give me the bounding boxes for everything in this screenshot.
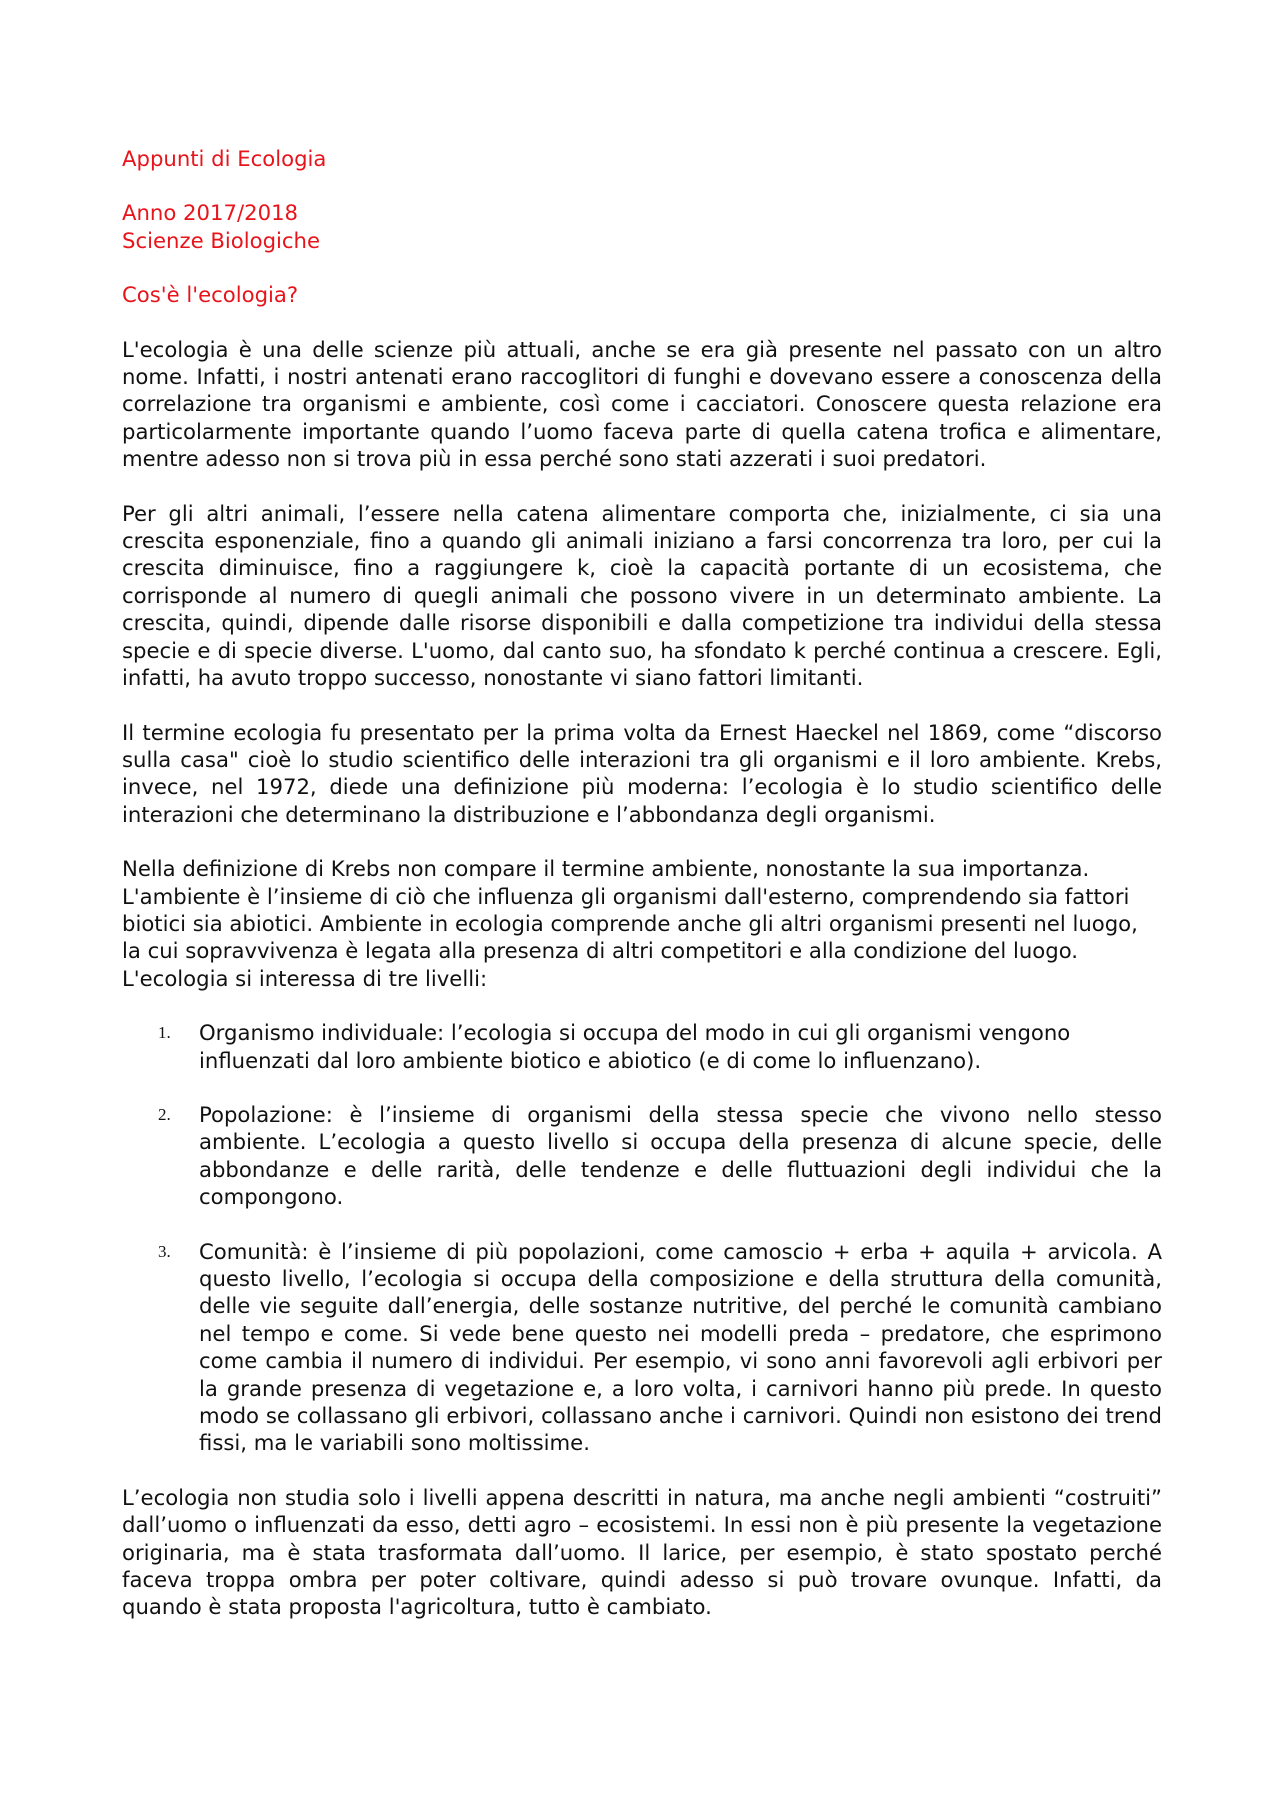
academic-year: Anno 2017/2018 xyxy=(122,200,299,226)
list-item xyxy=(122,1101,1162,1211)
course-name: Scienze Biologiche xyxy=(122,227,321,253)
paragraph-definition: Il termine ecologia fu presentato per la prima volta da Ernest Haeckel nel 1869, come “discorso sulla casa" cioè lo studio scientifico delle interazioni tra gli organismi e il loro ambiente. Krebs, invece, nel 1972, diede una definizione più moderna: l’ecologia è lo studio scientifico delle interazioni che determinano la distribuzione e l’abbondanza degli organismi. xyxy=(122,719,1162,827)
document-title: Appunti di Ecologia xyxy=(122,146,327,171)
list-item-text: Popolazione: è l’insieme di organismi della stessa specie che vivono nello stesso ambiente. L’ecologia a questo livello si occupa della presenza di alcune specie, delle abbondanze e delle rarità, delle tendenze e delle fluttuazioni degli individui che la compongono. xyxy=(199,1101,1162,1210)
section-question: Cos'è l'ecologia? xyxy=(122,282,299,308)
paragraph-growth: Per gli altri animali, l’essere nella catena alimentare comporta che, inizialmente, ci sia una crescita esponenziale, fino a quando gli animali iniziano a farsi concorrenza tra loro, per cui la crescita diminuisce, fino a raggiungere k, cioè la capacità portante di un ecosistema, che corrisponde al numero di quegli animali che possono vivere in un determinato ambiente. La crescita, quindi, dipende dalle risorse disponibili e dalla competizione tra individui della stessa specie e di specie diverse. L'uomo, dal canto suo, ha sfondato k perché continua a crescere. Egli, infatti, ha avuto troppo successo, nonostante vi siano fattori limitanti. xyxy=(122,500,1162,691)
list-item-number: 1. xyxy=(158,1023,171,1043)
list-item xyxy=(122,1238,1162,1457)
paragraph-agroecosystems: L’ecologia non studia solo i livelli appena descritti in natura, ma anche negli ambienti “costruiti” dall’uomo o influenzati da esso, detti agro – ecosistemi. In essi non è più presente la vegetazione originaria, ma è stata trasformata dall’uomo. Il larice, per esempio, è stato spostato perché faceva troppa ombra per poter coltivare, quindi adesso si può trovare ovunque. Infatti, da quando è stata proposta l'agricoltura, tutto è cambiato. xyxy=(122,1484,1162,1620)
list-item-text: Organismo individuale: l’ecologia si occupa del modo in cui gli organismi vengono influenzati dal loro ambiente biotico e abiotico (e di come lo influenzano). xyxy=(199,1020,1071,1073)
levels-list xyxy=(122,1019,1162,1457)
list-item-number: 3. xyxy=(158,1241,171,1261)
document-page xyxy=(122,145,1162,1648)
list-item xyxy=(122,1019,1162,1074)
paragraph-environment: Nella definizione di Krebs non compare il termine ambiente, nonostante la sua importanza. L'ambiente è l’insieme di ciò che influenza gli organismi dall'esterno, comprendendo sia fattori biotici sia abiotici. Ambiente in ecologia comprende anche gli altri organismi presenti nel luogo, la cui sopravvivenza è legata alla presenza di altri competitori e alla condizione del luogo. L'ecologia si interessa di tre livelli: xyxy=(122,856,1138,991)
list-item-number: 2. xyxy=(158,1104,171,1124)
list-item-text: Comunità: è l’insieme di più popolazioni, come camoscio + erba + aquila + arvicola. A questo livello, l’ecologia si occupa della composizione e della struttura della comunità, delle vie seguite dall’energia, delle sostanze nutritive, del perché le comunità cambiano nel tempo e come. Si vede bene questo nei modelli preda – predatore, che esprimono come cambia il numero di individui. Per esempio, vi sono anni favorevoli agli erbivori per la grande presenza di vegetazione e, a loro volta, i carnivori hanno più prede. In questo modo se collassano gli erbivori, collassano anche i carnivori. Quindi non esistono dei trend fissi, ma le variabili sono moltissime. xyxy=(199,1238,1162,1456)
paragraph-intro: L'ecologia è una delle scienze più attuali, anche se era già presente nel passato con un altro nome. Infatti, i nostri antenati erano raccoglitori di funghi e dovevano essere a conoscenza della correlazione tra organismi e ambiente, così come i cacciatori. Conoscere questa relazione era particolarmente importante quando l’uomo faceva parte di quella catena trofica e alimentare, mentre adesso non si trova più in essa perché sono stati azzerati i suoi predatori. xyxy=(122,336,1162,472)
